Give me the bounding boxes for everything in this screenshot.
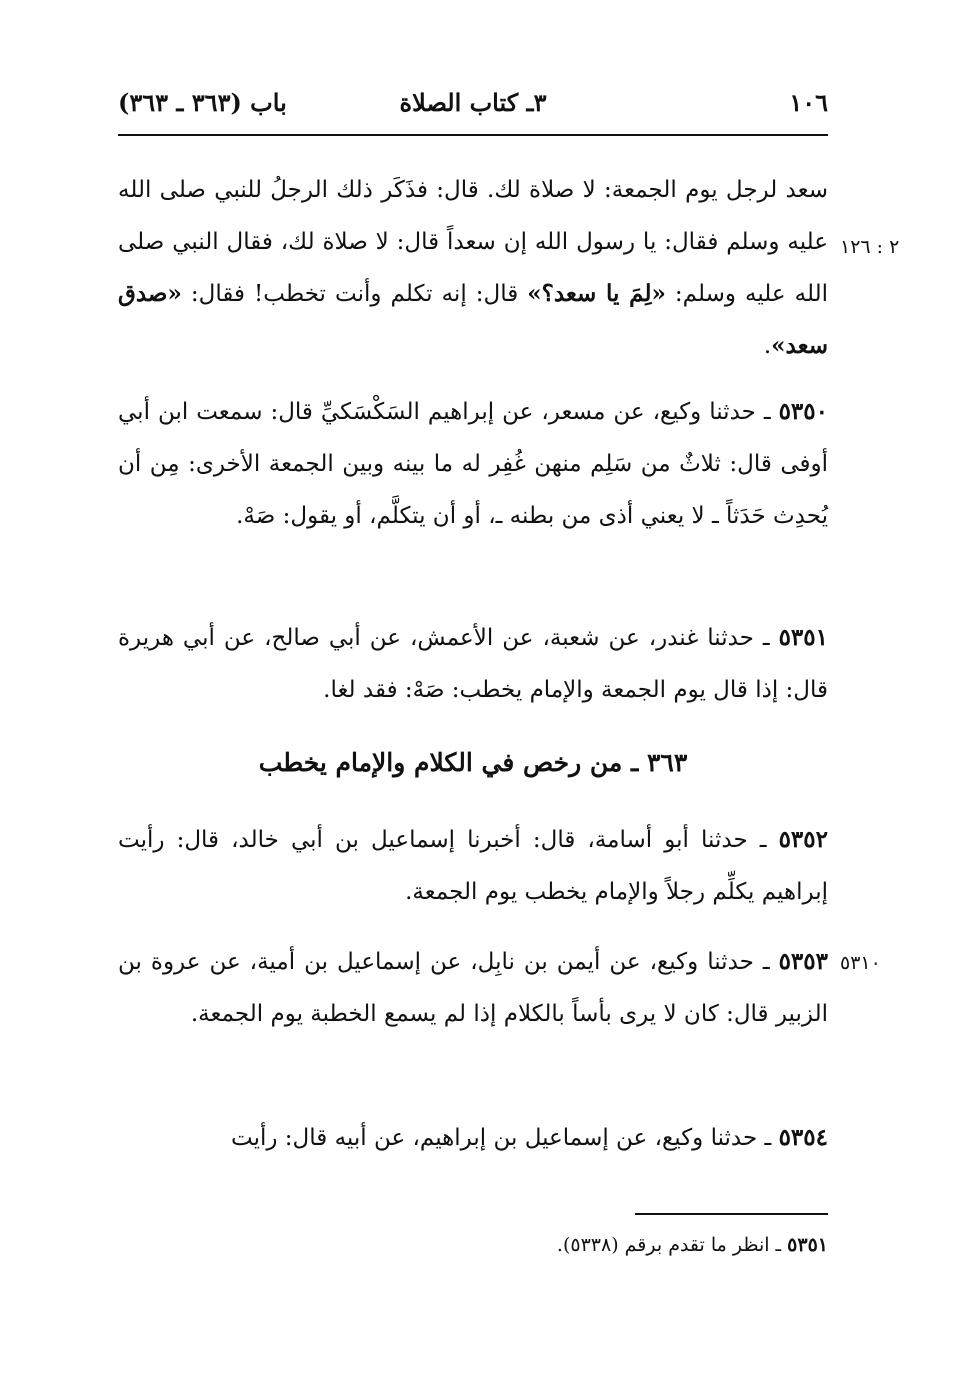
prophet-quote: «صدق سعد»: [118, 280, 828, 359]
book-title: ٣ـ كتاب الصلاة: [399, 88, 547, 117]
hadith-text: ـ حدثنا وكيع، عن أيمن بن نابِل، عن إسماعيل بن أمية، عن عروة بن الزبير قال: كان لا يرى بأساً بالكلام إذا لم يسمع الخطبة يوم الجمعة.: [118, 949, 828, 1027]
hadith-paragraph: [118, 612, 828, 716]
footnote-text: ـ انظر ما تقدم برقم (٥٣٣٨).: [556, 1234, 788, 1256]
margin-reference: ٢ : ١٢٦: [840, 236, 900, 258]
hadith-text: ـ حدثنا أبو أسامة، قال: أخبرنا إسماعيل بن أبي خالد، قال: رأيت إبراهيم يكلِّم رجلاً والإمام يخطب يوم الجمعة.: [118, 827, 828, 905]
hadith-text: ـ حدثنا وكيع، عن إسماعيل بن إبراهيم، عن أبيه قال: رأيت: [231, 1125, 779, 1151]
hadith-paragraph: [118, 1112, 828, 1164]
section-heading: ٣٦٣ ـ من رخص في الكلام والإمام يخطب: [258, 748, 688, 777]
hadith-number: ٥٣٥١: [778, 624, 828, 651]
footnote: [118, 1234, 828, 1256]
paragraph-continuation: [118, 164, 828, 372]
hadith-paragraph: [118, 814, 828, 918]
hadith-paragraph: [118, 936, 828, 1040]
paragraph-text: .: [763, 333, 772, 359]
hadith-paragraph: [118, 386, 828, 542]
hadith-text: ـ حدثنا وكيع، عن مسعر، عن إبراهيم السَكْسَكيِّ قال: سمعت ابن أبي أوفى قال: ثلاثٌ من سَلِم منهن غُفِر له ما بينه وبين الجمعة الأخرى: مِن أن يُحدِث حَدَثاً ـ لا يعني أذى من بطنه ـ، أو أن يتكلَّم، أو يقول: صَهْ.: [118, 399, 828, 529]
chapter-range: باب (٣٦٣ ـ ٣٦٣): [118, 88, 287, 117]
hadith-text: ـ حدثنا غندر، عن شعبة، عن الأعمش، عن أبي صالح، عن أبي هريرة قال: إذا قال يوم الجمعة والإمام يخطب: صَهْ: فقد لغا.: [118, 625, 828, 703]
margin-reference: ٥٣١٠: [840, 952, 881, 974]
hadith-number: ٥٣٥٣: [778, 948, 828, 975]
running-header: [118, 88, 828, 128]
hadith-number: ٥٣٥٢: [778, 826, 828, 853]
header-divider: [118, 134, 828, 136]
hadith-number: ٥٣٥٠: [778, 398, 828, 425]
prophet-quote: «لِمَ يا سعد؟»: [527, 280, 666, 307]
paragraph-text: سعد لرجل يوم الجمعة: لا صلاة لك. قال: فذَكَر ذلك الرجلُ للنبي صلى الله عليه وسلم فقال: يا رسول الله إن سعداً قال: لا صلاة لك، فقال النبي صلى الله عليه وسلم:: [118, 177, 829, 307]
hadith-number: ٥٣٥٤: [778, 1124, 828, 1151]
page-number: ١٠٦: [789, 88, 828, 117]
paragraph-text: قال: إنه تكلم وأنت تخطب! فقال:: [181, 281, 528, 307]
footnote-divider: [635, 1213, 828, 1215]
footnote-number: ٥٣٥١: [787, 1234, 828, 1256]
